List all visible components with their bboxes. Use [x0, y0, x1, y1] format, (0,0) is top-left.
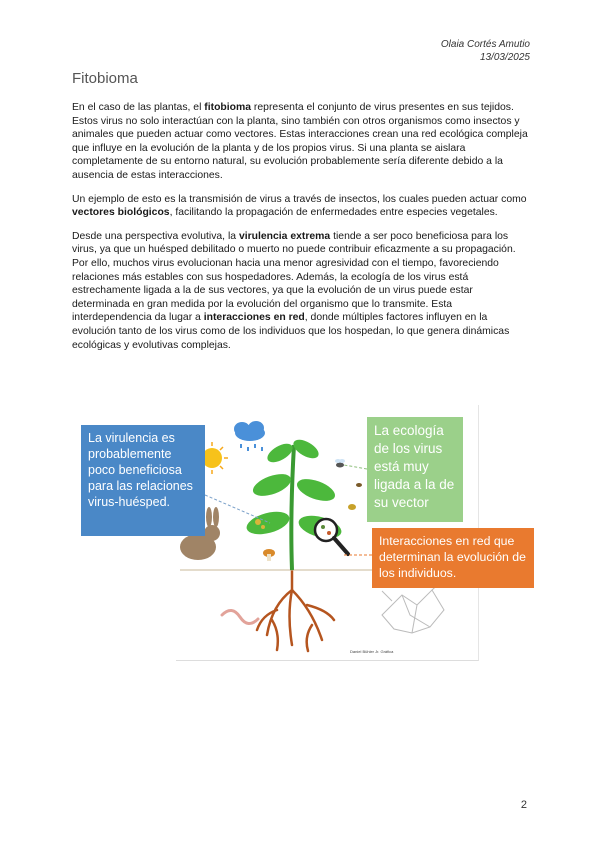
- text-run: tiende a ser poco beneficiosa para los virus, ya que un huésped debilitado o muerto no puede contribuir eficazmente a su propagación. Por ello, muchos virus evolucionan hacia una menor agresividad con el tiempo, favoreciendo relaciones más estables con sus hospedadores. Además, la ecología de los virus está estrechamente ligada a la de sus vectores, ya que la evolución de un virus puede estar determinada en gran medida por la evolución del organismo que lo transmite. Esta interdependencia da lugar a: [72, 230, 516, 324]
- text-run: Un ejemplo de esto es la transmisión de virus a través de insectos, los cuales pueden actuar como: [72, 193, 527, 205]
- bold-term: interacciones en red: [203, 312, 305, 324]
- phytobiome-figure: [72, 405, 532, 663]
- paragraph-3: [72, 230, 530, 352]
- earthworm-icon: [222, 610, 258, 623]
- ecology-callout: La ecología de los virus está muy ligada a la de su vector: [367, 417, 463, 522]
- virulence-callout: La virulencia es probablemente poco beneficiosa para las relaciones virus-huésped.: [81, 425, 205, 536]
- text-run: , facilitando la propagación de enfermedades entre especies vegetales.: [169, 207, 498, 219]
- network-callout: Interacciones en red que determinan la evolución de los individuos.: [372, 528, 534, 588]
- text-run: En el caso de las plantas, el: [72, 102, 205, 113]
- paragraph-1: [72, 101, 530, 183]
- rain-cloud-icon: [234, 421, 265, 451]
- author-name: Olaia Cortés Amutio: [440, 39, 530, 50]
- magnifier-icon: [315, 519, 348, 554]
- insect-icon: [335, 459, 362, 510]
- paragraph-2: [72, 193, 530, 220]
- text-run: , donde múltiples factores influyen en la evolución tanto de los virus como de los individuos que los hospedan, lo que genera dinámicas ecológicas y evolutivas complejas.: [72, 312, 510, 351]
- body-text: [72, 101, 530, 362]
- page-header: [441, 38, 530, 64]
- roots-icon: [257, 565, 334, 651]
- bold-term: fitobioma: [204, 102, 252, 113]
- bold-term: virulencia extrema: [238, 230, 331, 242]
- page-number: 2: [520, 799, 527, 811]
- text-run: representa el conjunto de virus presentes en sus tejidos. Estos virus no solo interactúan con la planta, sino también con otros organismos como insectos y animales que pueden actuar como vectores. Estas interacciones crean una red ecológica compleja que influye en la evolución de la planta y de los propios virus. Si una planta se aislara completamente de su entorno natural, su evolución probablemente sería diferente debido a la ausencia de estas interacciones.: [72, 102, 528, 181]
- figure-credit: Daniel Bühler Jr. Gráfica: [350, 649, 394, 654]
- mycelium-icon: [382, 581, 444, 633]
- bold-term: vectores biológicos: [72, 207, 170, 219]
- text-run: Desde una perspectiva evolutiva, la: [72, 230, 239, 242]
- mushroom-icon: [263, 549, 275, 561]
- plant-stem-icon: [291, 445, 294, 570]
- document-date: 13/03/2025: [479, 52, 530, 63]
- section-title: Fitobioma: [72, 70, 138, 87]
